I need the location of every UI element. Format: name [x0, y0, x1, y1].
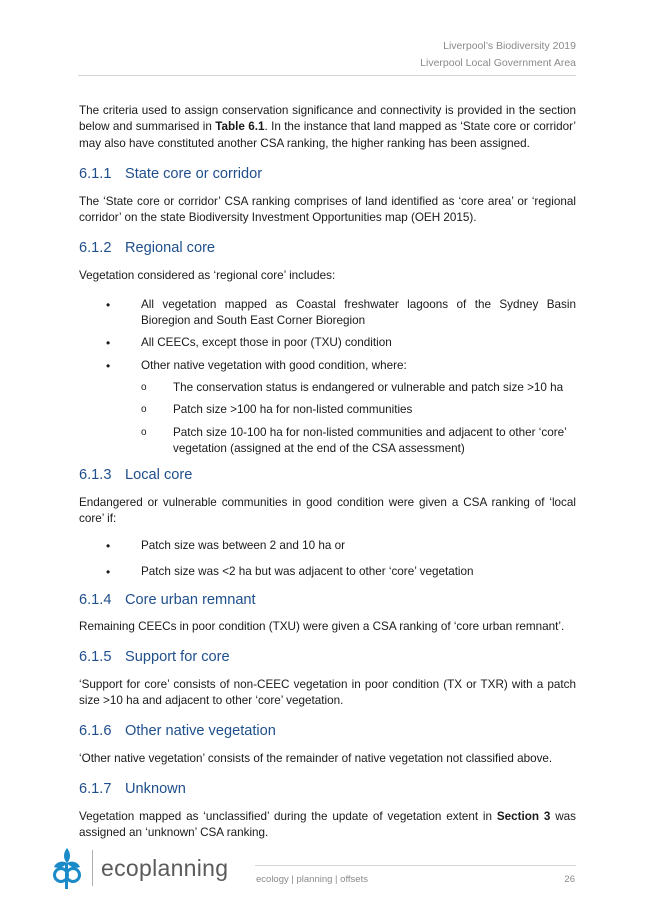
- table-reference: Table 6.1: [215, 120, 265, 134]
- sub-list-item: o The conservation status is endangered or vulnerable and patch size >10 ha: [141, 380, 564, 394]
- header-document-title: Liverpool’s Biodiversity 2019: [443, 40, 576, 52]
- list-item: • Patch size was between 2 and 10 ha or: [106, 538, 346, 553]
- intro-paragraph: The criteria used to assign conservation significance and connectivity is provided in the section below and summarised in Table 6.1. In the instance that land mapped as ‘State core or corridor’ may also have constituted another CSA ranking, the higher ranking has been assigned.: [79, 104, 577, 150]
- support-for-core-paragraph: ‘Support for core’ consists of non-CEEC vegetation in poor condition (TX or TXR) with a patch size >10 ha and adjacent to other ‘core’ vegetation.: [79, 677, 576, 707]
- heading-unknown: 6.1.7 Unknown: [79, 780, 186, 797]
- state-core-paragraph: The ‘State core or corridor’ CSA ranking comprises of land identified as ‘core area’ or ‘regional corridor’ on the state Biodiversity Investment Opportunities map (OEH 2015).: [79, 194, 576, 225]
- page-body: [79, 103, 576, 841]
- footer-divider: [255, 865, 576, 866]
- heading-local-core: 6.1.3 Local core: [79, 467, 193, 484]
- ecoplanning-leaf-logo-icon: [52, 846, 82, 890]
- header-area-name: Liverpool Local Government Area: [420, 57, 576, 69]
- regional-core-sublist: [141, 380, 576, 457]
- heading-state-core: 6.1.1 State core or corridor: [79, 165, 263, 182]
- regional-core-intro: Vegetation considered as ‘regional core’ includes:: [79, 269, 336, 283]
- heading-regional-core: 6.1.2 Regional core: [79, 240, 216, 257]
- regional-core-list: [79, 297, 576, 457]
- logo-separator: [92, 850, 93, 886]
- footer-tagline: ecology | planning | offsets: [256, 874, 368, 885]
- list-item: • Other native vegetation with good condition, where: o The conservation status is endangered or vulnerable and patch size >10 ha o Patch size >100 ha for non-listed communities o Patch size 10-100 ha for non-listed communities and adjacent to other ‘core’ vegetation (assigned at the end of the CSA assessment): [79, 358, 576, 457]
- sub-list-item: o Patch size 10-100 ha for non-listed communities and adjacent to other ‘core’ vegetation (assigned at the end of the CSA assessment): [141, 425, 567, 455]
- heading-other-native-vegetation: 6.1.6 Other native vegetation: [79, 723, 276, 740]
- heading-core-urban-remnant: 6.1.4 Core urban remnant: [79, 592, 256, 609]
- list-item: • All CEECs, except those in poor (TXU) condition: [106, 336, 392, 351]
- core-urban-remnant-paragraph: Remaining CEECs in poor condition (TXU) were given a CSA ranking of ‘core urban remnant’.: [79, 620, 565, 634]
- unknown-paragraph: Vegetation mapped as ‘unclassified’ during the update of vegetation extent in Section 3 was assigned an ‘unknown’ CSA ranking.: [79, 809, 576, 839]
- heading-support-for-core: 6.1.5 Support for core: [79, 648, 230, 665]
- sub-list-item: o Patch size >100 ha for non-listed communities: [141, 403, 413, 417]
- local-core-intro: Endangered or vulnerable communities in good condition were given a CSA ranking of ‘local core’ if:: [79, 496, 576, 526]
- other-native-vegetation-paragraph: ‘Other native vegetation’ consists of the remainder of native vegetation not classified above.: [79, 752, 553, 766]
- running-header: [420, 38, 576, 72]
- section-reference: Section 3: [496, 809, 551, 823]
- logo-wordmark: ecoplanning: [101, 854, 229, 881]
- page-number: 26: [564, 874, 575, 885]
- header-divider: [78, 75, 576, 76]
- local-core-list: [79, 538, 576, 581]
- list-item: • All vegetation mapped as Coastal freshwater lagoons of the Sydney Basin Bioregion and South East Corner Bioregion: [106, 297, 576, 328]
- list-item: • Patch size was <2 ha but was adjacent to other ‘core’ vegetation: [106, 565, 474, 580]
- ecoplanning-logo: [52, 846, 228, 890]
